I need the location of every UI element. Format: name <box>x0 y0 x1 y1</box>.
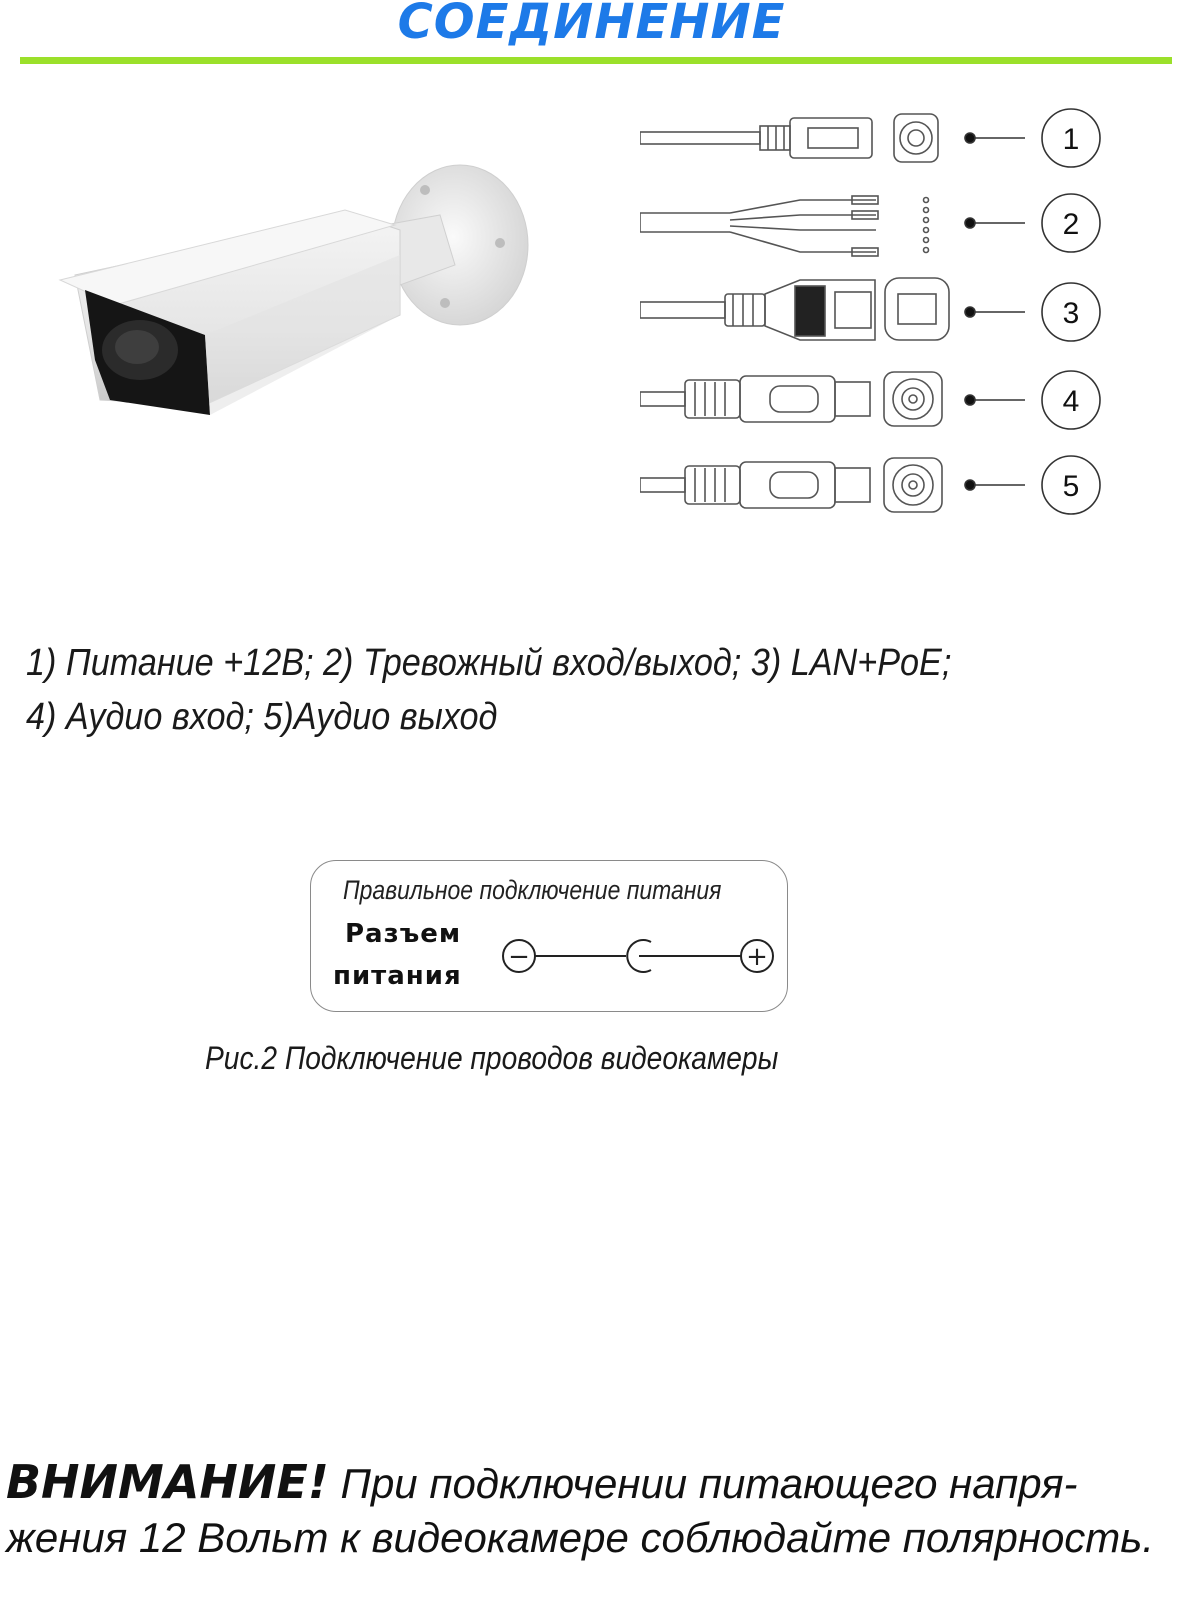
power-box-title: Правильное подключение питания <box>343 875 722 905</box>
figure-caption: Рис.2 Подключение проводов видеокамеры <box>205 1040 779 1076</box>
plus-terminal-icon: + <box>746 942 768 972</box>
title-divider <box>20 57 1172 64</box>
warning-text-line1: При подключении питающего напря- <box>328 1460 1078 1507</box>
legend-line-2: 4) Аудио вход; 5)Аудио выход <box>26 696 498 738</box>
connector-label-5: 5 <box>1062 470 1080 503</box>
connector-diagram <box>640 100 1110 530</box>
warning-notice <box>6 1455 1176 1565</box>
page-title: СОЕДИНЕНИЕ <box>397 0 786 50</box>
warning-heading: ВНИМАНИЕ! <box>6 1455 329 1509</box>
connector-label-2: 2 <box>1062 208 1080 241</box>
power-polarity-box <box>310 860 788 1012</box>
connector-label-4: 4 <box>1062 385 1080 418</box>
minus-terminal-icon: − <box>508 942 530 972</box>
connector-label-3: 3 <box>1062 297 1080 330</box>
connector-legend <box>26 636 1052 744</box>
power-jack-label-line2: питания <box>333 961 462 991</box>
power-jack-label-line1: Разъем <box>345 919 462 949</box>
bullet-camera-illustration <box>55 155 555 435</box>
connector-label-1: 1 <box>1062 123 1080 156</box>
legend-line-1: 1) Питание +12В; 2) Тревожный вход/выход; 3) LAN+PoE; <box>26 642 952 684</box>
polarity-symbol <box>501 931 781 981</box>
warning-text-line2: жения 12 Вольт к видеокамере соблюдайте полярность. <box>6 1514 1155 1561</box>
